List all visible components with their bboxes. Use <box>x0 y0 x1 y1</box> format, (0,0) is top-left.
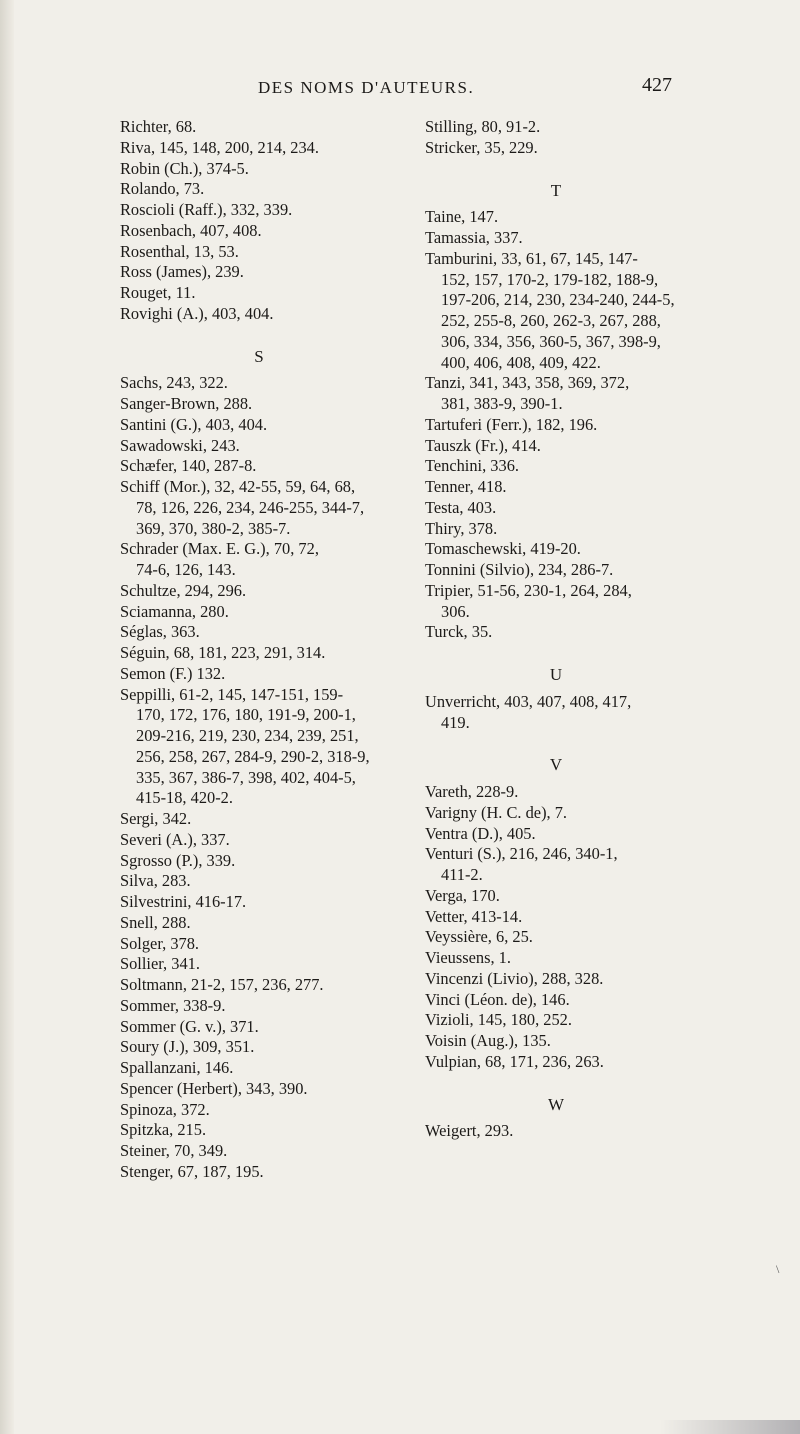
entry-continuation-line: 381, 383-9, 390-1. <box>441 394 563 413</box>
entry-continuation-line: 306, 334, 356, 360-5, 367, 398-9, <box>441 331 661 351</box>
entry-line: Spitzka, 215. <box>120 1120 207 1140</box>
running-title: DES NOMS D'AUTEURS. <box>258 78 475 97</box>
index-entry <box>120 1162 398 1183</box>
index-entry <box>120 138 398 159</box>
index-entry <box>425 228 687 249</box>
entry-line: Santini (G.), 403, 404. <box>120 414 268 434</box>
index-entry <box>425 117 687 138</box>
section-spacer <box>425 159 687 181</box>
index-entry <box>120 1079 398 1100</box>
entry-line: Spinoza, 372. <box>120 1099 210 1119</box>
entry-line: Vinci (Léon. de), 146. <box>425 989 570 1009</box>
entry-line: Veyssière, 6, 25. <box>425 927 533 947</box>
index-entry <box>120 456 398 477</box>
index-entry <box>120 373 398 394</box>
entry-line: Sommer, 338-9. <box>120 995 226 1015</box>
entry-line: Robin (Ch.), 374-5. <box>120 158 249 178</box>
entry-line: Solger, 378. <box>120 933 200 953</box>
entry-line: Riva, 145, 148, 200, 214, 234. <box>120 137 319 157</box>
entry-line: Steiner, 70, 349. <box>120 1141 228 1160</box>
section-spacer <box>425 1073 687 1095</box>
entry-line: Rolando, 73. <box>120 179 205 199</box>
index-entry <box>120 954 398 975</box>
entry-continuation-line: 415-18, 420-2. <box>136 788 233 808</box>
entry-line: Sergi, 342. <box>120 809 192 828</box>
index-entry <box>120 415 398 436</box>
entry-line: Schæfer, 140, 287-8. <box>120 456 257 476</box>
section-spacer <box>425 643 687 665</box>
index-entry <box>120 871 398 892</box>
entry-line: Rovighi (A.), 403, 404. <box>120 303 274 323</box>
entry-line: Tonnini (Silvio), 234, 286-7. <box>425 560 614 579</box>
index-entry <box>120 602 398 623</box>
entry-line: Silva, 283. <box>120 871 191 891</box>
index-entry <box>425 560 687 581</box>
index-entry <box>120 830 398 851</box>
entry-continuation-line: 335, 367, 386-7, 398, 402, 404-5, <box>136 767 356 787</box>
entry-line: Sommer (G. v.), 371. <box>120 1016 259 1036</box>
entry-line: Tauszk (Fr.), 414. <box>425 435 541 455</box>
index-entry <box>120 685 398 810</box>
entry-line: Schrader (Max. E. G.), 70, 72, <box>120 539 319 559</box>
index-entry <box>120 539 398 581</box>
entry-line: Schiff (Mor.), 32, 42-55, 59, 64, 68, <box>120 477 356 496</box>
entry-line: Varigny (H. C. de), 7. <box>425 802 568 822</box>
index-entry <box>425 824 687 845</box>
entry-line: Spallanzani, 146. <box>120 1058 234 1077</box>
index-entry <box>120 1100 398 1121</box>
index-entry <box>120 117 398 138</box>
entry-line: Snell, 288. <box>120 912 191 932</box>
index-entry <box>425 1031 687 1052</box>
index-entry <box>425 990 687 1011</box>
entry-continuation-line: 197-206, 214, 230, 234-240, 244-5, <box>441 290 675 310</box>
entry-line: Turck, 35. <box>425 622 493 642</box>
index-entry <box>425 886 687 907</box>
entry-line: Stricker, 35, 229. <box>425 137 538 157</box>
index-entry <box>425 249 687 374</box>
index-entry <box>120 934 398 955</box>
entry-line: Sanger-Brown, 288. <box>120 394 253 413</box>
entry-continuation-line: 152, 157, 170-2, 179-182, 188-9, <box>441 269 659 289</box>
entry-line: Sachs, 243, 322. <box>120 373 228 393</box>
index-entry <box>120 809 398 830</box>
page-number: 427 <box>642 74 672 96</box>
page-edge-shadow <box>0 0 14 1434</box>
left-index-column <box>120 117 398 1183</box>
entry-continuation-line: 170, 172, 176, 180, 191-9, 200-1, <box>136 705 356 725</box>
entry-line: Spencer (Herbert), 343, 390. <box>120 1078 308 1098</box>
index-entry <box>425 692 687 734</box>
entry-line: Testa, 403. <box>425 497 497 517</box>
index-entry <box>425 581 687 623</box>
entry-line: Vetter, 413-14. <box>425 906 523 926</box>
entry-line: Thiry, 378. <box>425 518 498 538</box>
entry-line: Semon (F.) 132. <box>120 663 226 683</box>
entry-line: Tamburini, 33, 61, 67, 145, 147- <box>425 248 638 268</box>
entry-line: Séglas, 363. <box>120 622 200 642</box>
margin-mark: \ <box>776 1262 780 1276</box>
entry-line: Tamassia, 337. <box>425 228 523 247</box>
entry-line: Tripier, 51-56, 230-1, 264, 284, <box>425 580 632 600</box>
index-entry <box>120 436 398 457</box>
entry-line: Stilling, 80, 91-2. <box>425 117 541 136</box>
index-entry <box>425 622 687 643</box>
entry-line: Tanzi, 341, 343, 358, 369, 372, <box>425 373 630 393</box>
entry-line: Ventra (D.), 405. <box>425 823 536 843</box>
entry-line: Vizioli, 145, 180, 252. <box>425 1010 572 1030</box>
index-entry <box>120 242 398 263</box>
index-entry <box>425 1121 687 1142</box>
entry-line: Rouget, 11. <box>120 283 196 302</box>
section-letter: T <box>550 180 562 200</box>
entry-line: Ross (James), 239. <box>120 262 244 282</box>
entry-line: Rosenbach, 407, 408. <box>120 220 262 240</box>
entry-line: Vareth, 228-9. <box>425 782 519 801</box>
index-entry <box>425 138 687 159</box>
section-spacer <box>425 733 687 755</box>
index-entry <box>425 415 687 436</box>
index-entry <box>120 262 398 283</box>
entry-line: Tenner, 418. <box>425 477 507 496</box>
index-entry <box>120 975 398 996</box>
index-entry <box>425 1052 687 1073</box>
index-entry <box>425 456 687 477</box>
index-entry <box>425 907 687 928</box>
section-letter: S <box>254 346 264 366</box>
index-entry <box>425 1010 687 1031</box>
entry-continuation-line: 419. <box>441 712 470 732</box>
section-letter: V <box>549 755 563 775</box>
index-entry <box>120 304 398 325</box>
entry-line: Voisin (Aug.), 135. <box>425 1031 551 1050</box>
index-entry <box>120 643 398 664</box>
index-entry <box>425 498 687 519</box>
entry-line: Séguin, 68, 181, 223, 291, 314. <box>120 643 326 662</box>
entry-line: Sgrosso (P.), 339. <box>120 850 236 870</box>
index-entry <box>425 477 687 498</box>
entry-continuation-line: 78, 126, 226, 234, 246-255, 344-7, <box>136 497 365 517</box>
entry-continuation-line: 74-6, 126, 143. <box>136 560 236 579</box>
entry-line: Vincenzi (Livio), 288, 328. <box>425 968 604 988</box>
index-entry <box>120 1037 398 1058</box>
section-spacer <box>120 325 398 347</box>
entry-line: Rosenthal, 13, 53. <box>120 241 239 261</box>
index-entry <box>425 519 687 540</box>
entry-line: Roscioli (Raff.), 332, 339. <box>120 200 293 219</box>
entry-continuation-line: 252, 255-8, 260, 262-3, 267, 288, <box>441 311 661 330</box>
scan-edge-mark <box>660 1420 800 1434</box>
index-entry <box>120 851 398 872</box>
entry-line: Severi (A.), 337. <box>120 829 230 849</box>
index-entry <box>425 373 687 415</box>
entry-line: Seppilli, 61-2, 145, 147-151, 159- <box>120 684 344 704</box>
section-letter: W <box>547 1094 565 1114</box>
index-entry <box>120 913 398 934</box>
entry-line: Sciamanna, 280. <box>120 601 229 621</box>
entry-line: Stenger, 67, 187, 195. <box>120 1161 264 1181</box>
entry-line: Vulpian, 68, 171, 236, 263. <box>425 1051 604 1071</box>
entry-line: Venturi (S.), 216, 246, 340-1, <box>425 844 618 864</box>
entry-line: Soltmann, 21-2, 157, 236, 277. <box>120 975 324 994</box>
index-entry <box>120 996 398 1017</box>
entry-line: Vieussens, 1. <box>425 948 511 967</box>
entry-line: Taine, 147. <box>425 207 499 227</box>
entry-line: Verga, 170. <box>425 885 500 905</box>
index-entry <box>425 207 687 228</box>
index-entry <box>120 283 398 304</box>
index-entry <box>120 159 398 180</box>
index-entry <box>120 622 398 643</box>
index-entry <box>425 803 687 824</box>
entry-continuation-line: 209-216, 219, 230, 234, 239, 251, <box>136 726 359 745</box>
entry-line: Richter, 68. <box>120 117 197 136</box>
entry-continuation-line: 411-2. <box>441 865 483 884</box>
index-entry <box>120 1141 398 1162</box>
index-entry <box>120 394 398 415</box>
entry-line: Soury (J.), 309, 351. <box>120 1037 255 1057</box>
index-entry <box>425 844 687 886</box>
index-entry <box>425 539 687 560</box>
index-entry <box>120 581 398 602</box>
index-entry <box>425 782 687 803</box>
index-entry <box>120 477 398 539</box>
index-entry <box>120 664 398 685</box>
entry-line: Tenchini, 336. <box>425 456 519 476</box>
right-index-column <box>425 117 687 1142</box>
index-entry <box>425 436 687 457</box>
entry-line: Sollier, 341. <box>120 954 200 974</box>
section-letter: U <box>549 665 563 684</box>
index-entry <box>120 1017 398 1038</box>
entry-continuation-line: 306. <box>441 601 470 621</box>
index-entry <box>120 221 398 242</box>
entry-line: Schultze, 294, 296. <box>120 580 247 600</box>
entry-line: Tomaschewski, 419-20. <box>425 539 581 559</box>
entry-line: Unverricht, 403, 407, 408, 417, <box>425 691 632 711</box>
index-entry <box>120 1058 398 1079</box>
entry-continuation-line: 369, 370, 380-2, 385-7. <box>136 518 291 538</box>
index-entry <box>425 927 687 948</box>
entry-line: Sawadowski, 243. <box>120 435 240 455</box>
index-entry <box>425 948 687 969</box>
entry-continuation-line: 400, 406, 408, 409, 422. <box>441 352 601 372</box>
entry-continuation-line: 256, 258, 267, 284-9, 290-2, 318-9, <box>136 746 370 766</box>
entry-line: Silvestrini, 416-17. <box>120 892 247 911</box>
index-entry <box>120 179 398 200</box>
index-entry <box>120 1120 398 1141</box>
index-entry <box>120 892 398 913</box>
index-entry <box>425 969 687 990</box>
entry-line: Weigert, 293. <box>425 1121 514 1141</box>
index-entry <box>120 200 398 221</box>
entry-line: Tartuferi (Ferr.), 182, 196. <box>425 414 598 434</box>
